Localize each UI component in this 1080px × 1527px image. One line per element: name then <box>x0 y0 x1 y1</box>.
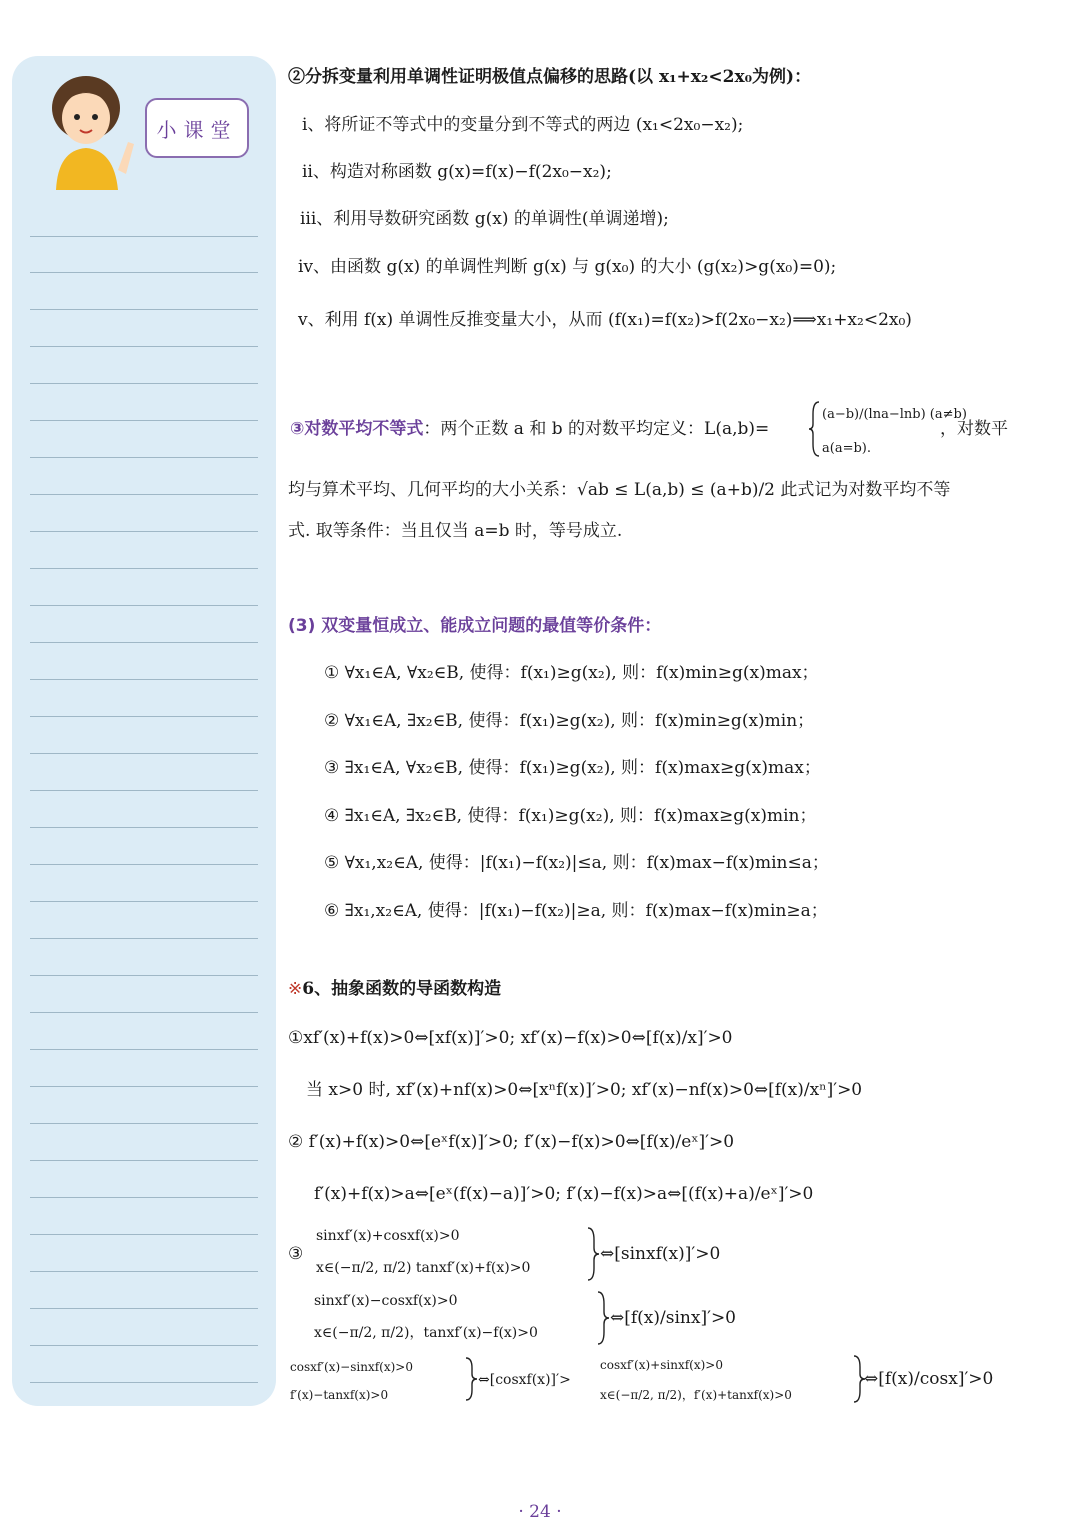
step-3: ⅲ、利用导数研究函数 g(x) 的单调性(单调递增); <box>300 209 669 229</box>
condition-item-2: ② ∀x₁∈A, ∃x₂∈B, 使得：f(x₁)≥g(x₂), 则：f(x)min≥g(x)min； <box>324 711 815 731</box>
cos-condition-4: x∈(−π/2, π/2)，f′(x)+tanxf(x)>0 <box>600 1388 792 1402</box>
brace-icon <box>808 400 820 458</box>
item-3-marker: ③ <box>288 1244 304 1264</box>
section6-heading: 6、抽象函数的导函数构造 <box>302 979 502 999</box>
log-mean-piece-2: a(a=b). <box>822 441 871 456</box>
cos-condition-2: f′(x)−tanxf(x)>0 <box>290 1388 389 1402</box>
reference-mark: ※ <box>288 979 303 999</box>
step-1: ⅰ、将所证不等式中的变量分到不等式的两边 (x₁<2x₀−x₂); <box>302 115 744 135</box>
sin-quotient-result: ⇔[f(x)/sinx]′>0 <box>610 1308 736 1328</box>
derivative-line-3: ② f′(x)+f(x)>0⇔[eˣf(x)]′>0; f′(x)−f(x)>0⇔[f(x)/eˣ]′>0 <box>288 1132 735 1152</box>
cos-condition-3: cosxf′(x)+sinxf(x)>0 <box>600 1358 723 1372</box>
section2-heading: ②分拆变量利用单调性证明极值点偏移的思路(以 x₁+x₂<2x₀为例)： <box>288 67 812 87</box>
log-mean-piece-1: (a−b)/(lna−lnb) (a≠b) <box>822 407 967 422</box>
condition-item-1: ① ∀x₁∈A, ∀x₂∈B, 使得：f(x₁)≥g(x₂), 则：f(x)min≥g(x)max； <box>324 663 819 683</box>
derivative-line-1: ①xf′(x)+f(x)>0⇔[xf(x)]′>0; xf′(x)−f(x)>0⇔[f(x)/x]′>0 <box>288 1028 733 1048</box>
sin-condition-3: sinxf′(x)−cosxf(x)>0 <box>314 1293 458 1309</box>
step-4: ⅳ、由函数 g(x) 的单调性判断 g(x) 与 g(x₀) 的大小 (g(x₂)>g(x₀)=0); <box>298 257 837 277</box>
step-2: ⅱ、构造对称函数 g(x)=f(x)−f(2x₀−x₂); <box>302 162 612 182</box>
brace-icon <box>586 1226 600 1282</box>
brace-icon <box>464 1356 478 1402</box>
page-number: · 24 · <box>518 1502 562 1522</box>
brace-icon <box>596 1290 610 1346</box>
section3-line1-end: ，对数平 <box>940 419 1008 439</box>
section3-line1: ③对数平均不等式：两个正数 a 和 b 的对数平均定义：L(a,b)= <box>290 419 770 439</box>
condition-item-4: ④ ∃x₁∈A, ∃x₂∈B, 使得：f(x₁)≥g(x₂), 则：f(x)max≥g(x)min； <box>324 806 817 826</box>
section3-title: ③对数平均不等式 <box>290 419 424 439</box>
section3-line3: 式. 取等条件：当且仅当 a=b 时，等号成立. <box>288 521 623 541</box>
section4-heading: (3) 双变量恒成立、能成立问题的最值等价条件： <box>288 616 662 636</box>
cos-quotient-result: ⇔[f(x)/cosx]′>0 <box>864 1369 994 1389</box>
sin-condition-2: x∈(−π/2, π/2) tanxf′(x)+f(x)>0 <box>316 1260 531 1276</box>
derivative-line-4: f′(x)+f(x)>a⇔[eˣ(f(x)−a)]′>0; f′(x)−f(x)>a⇔[(f(x)+a)/eˣ]′>0 <box>314 1184 814 1204</box>
sin-condition-4: x∈(−π/2, π/2)，tanxf′(x)−f(x)>0 <box>314 1325 538 1341</box>
mini-class-tag: 小课堂 <box>145 98 249 158</box>
sin-condition-1: sinxf′(x)+cosxf(x)>0 <box>316 1228 460 1244</box>
section6-heading-row <box>288 978 501 1000</box>
step-5: ⅴ、利用 f(x) 单调性反推变量大小，从而 (f(x₁)=f(x₂)>f(2x₀−x₂)⟹x₁+x₂<2x₀) <box>298 310 912 330</box>
condition-item-3: ③ ∃x₁∈A, ∀x₂∈B, 使得：f(x₁)≥g(x₂), 则：f(x)max≥g(x)max； <box>324 758 821 778</box>
derivative-line-2: 当 x>0 时, xf′(x)+nf(x)>0⇔[xⁿf(x)]′>0; xf′(x)−nf(x)>0⇔[f(x)/xⁿ]′>0 <box>306 1080 863 1100</box>
section3-line2: 均与算术平均、几何平均的大小关系：√ab ≤ L(a,b) ≤ (a+b)/2 此式记为对数平均不等 <box>288 480 951 500</box>
brace-icon <box>852 1354 866 1404</box>
cos-result: ⇔[cosxf(x)]′> <box>478 1372 571 1388</box>
sin-result: ⇔[sinxf(x)]′>0 <box>600 1244 721 1264</box>
condition-item-5: ⑤ ∀x₁,x₂∈A, 使得：|f(x₁)−f(x₂)|≤a, 则：f(x)max−f(x)min≤a； <box>324 853 829 873</box>
cos-condition-1: cosxf′(x)−sinxf(x)>0 <box>290 1360 413 1374</box>
condition-item-6: ⑥ ∃x₁,x₂∈A, 使得：|f(x₁)−f(x₂)|≥a, 则：f(x)max−f(x)min≥a； <box>324 901 828 921</box>
